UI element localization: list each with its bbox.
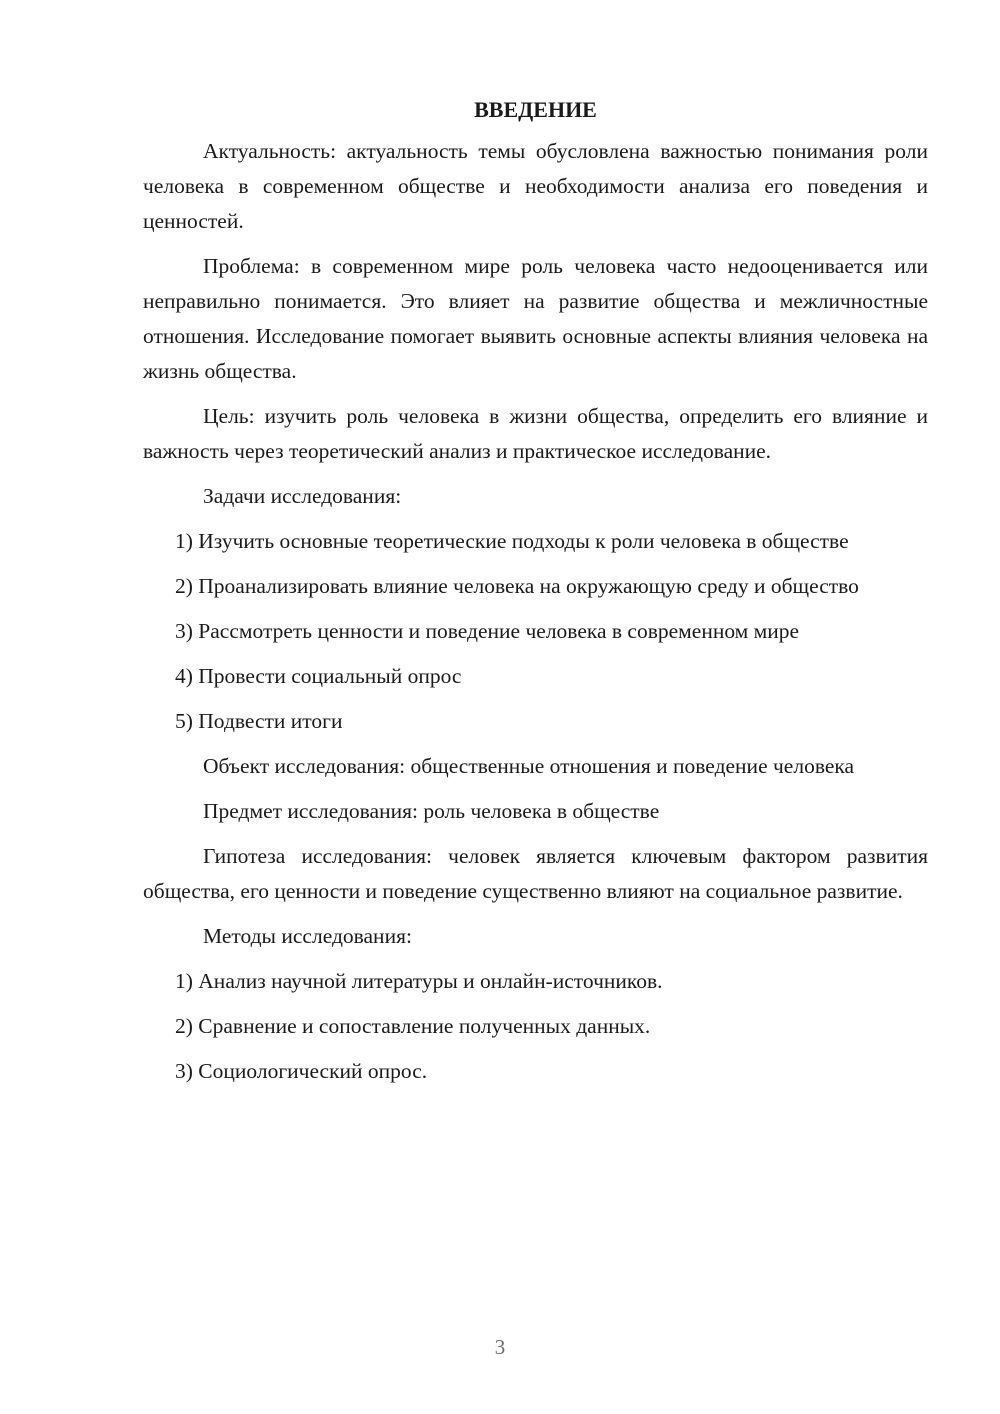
goal-paragraph: Цель: изучить роль человека в жизни общества, определить его влияние и важность через теоретический анализ и практическое исследование. xyxy=(143,404,928,463)
method-item: 2) Сравнение и сопоставление полученных данных. xyxy=(175,1014,651,1038)
task-item: 4) Провести социальный опрос xyxy=(175,664,462,688)
task-item: 2) Проанализировать влияние человека на окружающую среду и общество xyxy=(175,574,859,598)
task-item: 5) Подвести итоги xyxy=(175,709,343,733)
problem-paragraph: Проблема: в современном мире роль человека часто недооценивается или неправильно понимается. Это влияет на развитие общества и межличностные отношения. Исследование помогает выявить основные аспекты влияния человека на жизнь общества. xyxy=(143,254,928,383)
document-title: ВВЕДЕНИЕ xyxy=(474,97,597,122)
subject-paragraph: Предмет исследования: роль человека в обществе xyxy=(203,799,660,823)
hypothesis-paragraph: Гипотеза исследования: человек является ключевым фактором развития общества, его ценности и поведение существенно влияют на социальное развитие. xyxy=(143,844,928,903)
page-number: 3 xyxy=(494,1335,506,1359)
methods-heading: Методы исследования: xyxy=(203,924,412,948)
method-item: 3) Социологический опрос. xyxy=(175,1059,428,1083)
relevance-paragraph: Актуальность: актуальность темы обусловлена важностью понимания роли человека в современном обществе и необходимости анализа его поведения и ценностей. xyxy=(143,139,928,233)
object-paragraph: Объект исследования: общественные отношения и поведение человека xyxy=(203,754,855,778)
task-item: 3) Рассмотреть ценности и поведение человека в современном мире xyxy=(175,619,800,643)
task-item: 1) Изучить основные теоретические подходы к роли человека в обществе xyxy=(175,529,849,553)
tasks-heading: Задачи исследования: xyxy=(203,484,402,508)
document-page xyxy=(143,92,928,1089)
method-item: 1) Анализ научной литературы и онлайн-источников. xyxy=(175,969,663,993)
